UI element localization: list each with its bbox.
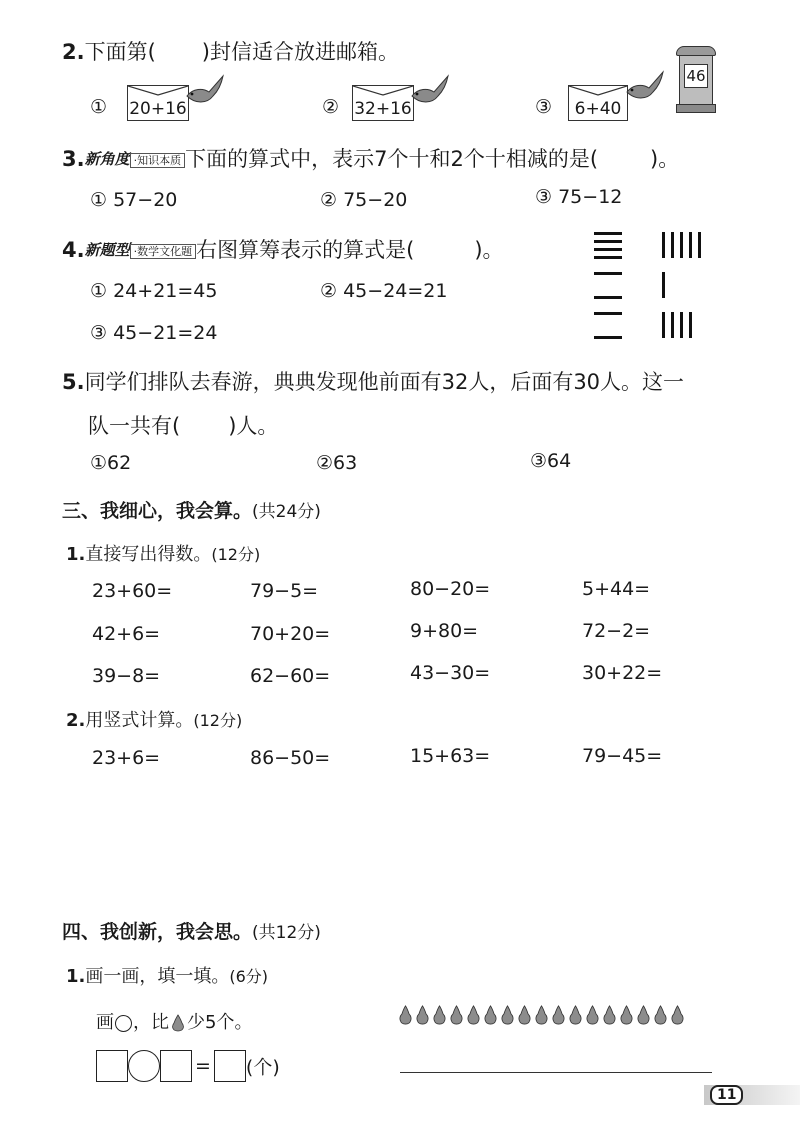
- q5-option-2-expr: 63: [333, 452, 358, 474]
- section-3-part-2-heading: [66, 706, 242, 732]
- q5-text-a: 队一共有(: [88, 414, 181, 438]
- pear-icon: [171, 1014, 185, 1032]
- pear-icon: [517, 1005, 532, 1025]
- instr-text-a: 画: [96, 1012, 114, 1033]
- q2-text-b: )封信适合放进邮箱。: [201, 40, 399, 64]
- q4-option-2-mark: ②: [320, 280, 338, 302]
- section-4-part-1-title: 画一画，填一填。: [85, 966, 230, 987]
- rod-ones: [680, 312, 683, 338]
- q2-envelope-3-expr: 6+40: [574, 99, 622, 119]
- draw-instruction: [96, 1008, 252, 1034]
- answer-box-1[interactable]: [96, 1050, 128, 1082]
- vertical-calc-item: 86−50=: [250, 747, 331, 769]
- q4-text-end: )。: [474, 238, 504, 262]
- q3-tag-box: ·知识本质: [130, 153, 186, 168]
- calc-item: 9+80=: [410, 620, 479, 642]
- section-4-points: (共12分): [252, 923, 321, 943]
- q5-option-2-mark: ②: [316, 452, 334, 474]
- pear-icon: [670, 1005, 685, 1025]
- rod-ones: [662, 272, 665, 298]
- rod-tens: [594, 312, 622, 315]
- q2-text-a: 下面第(: [84, 40, 156, 64]
- pear-icon: [449, 1005, 464, 1025]
- rod-tens: [594, 296, 622, 299]
- pear-icon: [432, 1005, 447, 1025]
- pear-icon: [602, 1005, 617, 1025]
- pear-icon: [398, 1005, 413, 1025]
- q5-option-3-mark: ③: [530, 450, 548, 472]
- rod-tens: [594, 256, 622, 259]
- rod-ones: [689, 312, 692, 338]
- calc-item: 80−20=: [410, 578, 491, 600]
- pear-row: [398, 1004, 687, 1025]
- instr-text-c: 少5个。: [187, 1012, 253, 1033]
- answer-equation: [96, 1050, 280, 1082]
- q3-tag: [85, 152, 186, 168]
- q3-option-1: [90, 189, 177, 211]
- calc-item: 72−2=: [582, 620, 651, 642]
- calc-item: 62−60=: [250, 665, 331, 687]
- answer-box-3[interactable]: [214, 1050, 246, 1082]
- unit-label: (个): [245, 1056, 280, 1079]
- rod-tens: [594, 272, 622, 275]
- section-4-part-1-points: (6分): [229, 967, 269, 986]
- q2-envelope-1-expr: 20+16: [129, 99, 187, 119]
- section-3-heading: [62, 496, 321, 523]
- q5-text-b: )人。: [228, 414, 279, 438]
- q4-option-2: [320, 280, 447, 302]
- rod-ones: [698, 232, 701, 258]
- pear-icon: [653, 1005, 668, 1025]
- circle-icon: [115, 1015, 132, 1032]
- section-3-part-1-heading: [66, 540, 260, 566]
- q2-number: 2.: [62, 40, 85, 64]
- calc-item: 5+44=: [582, 578, 651, 600]
- q3-tag-label: 新角度: [84, 150, 130, 168]
- q2-option-2-mark: ②: [322, 96, 340, 118]
- section-3-title: 三、我细心，我会算。: [62, 500, 253, 522]
- calc-item: 43−30=: [410, 662, 491, 684]
- pear-icon: [568, 1005, 583, 1025]
- q5-option-1: [90, 452, 131, 474]
- pear-icon: [585, 1005, 600, 1025]
- section-4-part-1-number: 1.: [66, 966, 86, 987]
- drawing-line[interactable]: [400, 1072, 712, 1073]
- q4-option-3-expr: 45−21=24: [113, 322, 218, 344]
- counting-rods-figure: [590, 232, 720, 342]
- answer-box-2[interactable]: [160, 1050, 192, 1082]
- q5-number: 5.: [62, 370, 85, 394]
- mailbox-number: 46: [684, 64, 708, 88]
- rod-ones: [662, 312, 665, 338]
- q5-line-2: [88, 410, 278, 440]
- pear-icon: [483, 1005, 498, 1025]
- section-3-part-1-title: 直接写出得数。: [85, 544, 212, 565]
- rod-ones: [680, 232, 683, 258]
- q5-text-line1: 同学们排队去春游，典典发现他前面有32人，后面有30人。这一: [84, 370, 685, 394]
- q4-text: 右图算筹表示的算式是(: [196, 238, 415, 262]
- rod-ones: [671, 312, 674, 338]
- dove-icon: [183, 70, 227, 110]
- q5-option-3: [530, 450, 571, 472]
- rod-ones: [671, 232, 674, 258]
- q3-number: 3.: [62, 147, 85, 171]
- q4-tag-label: 新题型: [84, 241, 130, 259]
- pear-icon: [534, 1005, 549, 1025]
- q4-option-3: [90, 322, 217, 344]
- section-4-part-1-heading: [66, 962, 268, 988]
- q4-option-1-mark: ①: [90, 280, 108, 302]
- calc-item: 23+60=: [92, 580, 173, 602]
- q3-option-1-expr: 57−20: [113, 189, 178, 211]
- q4-tag: [85, 243, 197, 259]
- pear-icon: [500, 1005, 515, 1025]
- q3-option-2-mark: ②: [320, 189, 338, 211]
- q3-option-2: [320, 189, 407, 211]
- q4-option-2-expr: 45−24=21: [343, 280, 448, 302]
- vertical-calc-item: 23+6=: [92, 747, 161, 769]
- dove-icon: [408, 70, 452, 110]
- q4-line: [62, 234, 504, 264]
- q4-option-3-mark: ③: [90, 322, 108, 344]
- calc-item: 30+22=: [582, 662, 663, 684]
- rod-ones: [689, 232, 692, 258]
- q2-option-1-mark: ①: [90, 96, 108, 118]
- section-3-points: (共24分): [252, 502, 321, 522]
- dove-icon: [623, 66, 667, 106]
- q5-line-1: [62, 366, 684, 396]
- q2-option-3-mark: ③: [535, 96, 553, 118]
- calc-item: 42+6=: [92, 623, 161, 645]
- mailbox-icon: [676, 46, 716, 114]
- calc-item: 70+20=: [250, 623, 331, 645]
- q4-option-1: [90, 280, 217, 302]
- section-3-part-2-title: 用竖式计算。: [85, 710, 194, 731]
- q4-option-1-expr: 24+21=45: [113, 280, 218, 302]
- section-3-part-1-number: 1.: [66, 544, 86, 565]
- q2-line: [62, 36, 399, 66]
- rod-tens: [594, 336, 622, 339]
- section-4-heading: [62, 917, 321, 944]
- calc-item: 39−8=: [92, 665, 161, 687]
- q3-line: [62, 143, 679, 173]
- pear-icon: [551, 1005, 566, 1025]
- section-4-title: 四、我创新，我会思。: [62, 921, 253, 943]
- q2-envelope-1: [127, 85, 189, 121]
- rod-tens: [594, 240, 622, 243]
- pear-icon: [466, 1005, 481, 1025]
- section-3-part-1-points: (12分): [211, 545, 261, 564]
- vertical-calc-item: 79−45=: [582, 745, 663, 767]
- rod-ones: [662, 232, 665, 258]
- answer-circle-operator[interactable]: [128, 1050, 160, 1082]
- q5-option-3-expr: 64: [547, 450, 572, 472]
- section-3-part-2-number: 2.: [66, 710, 86, 731]
- q5-option-1-mark: ①: [90, 452, 108, 474]
- rod-tens: [594, 232, 622, 235]
- q3-text: 下面的算式中，表示7个十和2个十相减的是(: [185, 147, 599, 171]
- instr-text-b: ，比: [133, 1012, 169, 1033]
- q3-option-2-expr: 75−20: [343, 189, 408, 211]
- equals-sign: =: [195, 1055, 211, 1077]
- q3-text-end: )。: [650, 147, 680, 171]
- q3-option-3-mark: ③: [535, 186, 553, 208]
- rod-tens: [594, 248, 622, 251]
- q2-envelope-3: [568, 85, 628, 121]
- q3-option-3-expr: 75−12: [558, 186, 623, 208]
- q5-option-1-expr: 62: [107, 452, 132, 474]
- section-3-part-2-points: (12分): [193, 711, 243, 730]
- pear-icon: [636, 1005, 651, 1025]
- page-number: 11: [710, 1085, 743, 1105]
- q4-number: 4.: [62, 238, 85, 262]
- page-number-bar: [704, 1085, 800, 1105]
- q3-option-3: [535, 186, 622, 208]
- calc-item: 79−5=: [250, 580, 319, 602]
- q5-option-2: [316, 452, 357, 474]
- vertical-calc-item: 15+63=: [410, 745, 491, 767]
- q3-option-1-mark: ①: [90, 189, 108, 211]
- pear-icon: [619, 1005, 634, 1025]
- q2-envelope-2-expr: 32+16: [354, 99, 412, 119]
- pear-icon: [415, 1005, 430, 1025]
- q4-tag-box: ·数学文化题: [130, 244, 197, 259]
- q2-envelope-2: [352, 85, 414, 121]
